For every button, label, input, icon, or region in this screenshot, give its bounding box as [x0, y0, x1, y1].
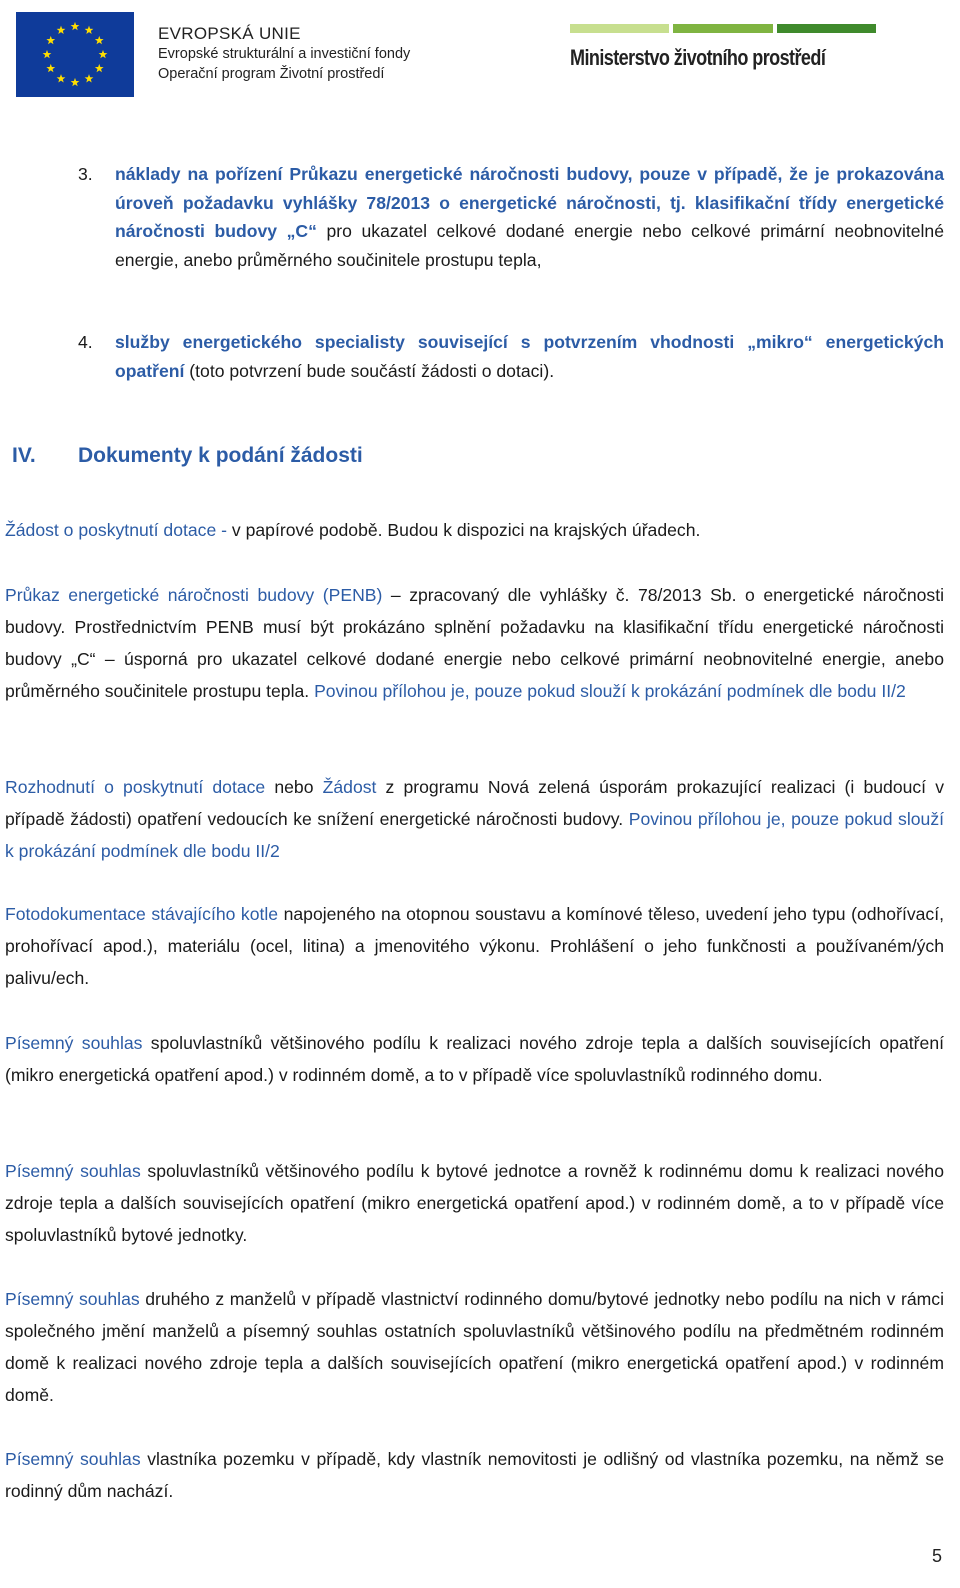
list-item-number: 4.: [78, 332, 93, 352]
paragraph-highlight: Fotodokumentace stávajícího kotle: [5, 904, 279, 924]
paragraph-consent-co-owners-unit: [5, 1155, 944, 1251]
paragraph-text: – zpracovaný dle vyhlášky č. 78/2013 Sb. o energetické náročnosti budovy. Prostřednictvím PENB musí být prokázáno splnění požadavku na klasifikační třídu energetické náročnosti budovy „C“ – úsporná pro ukazatel celkové dodané energie nebo celkové primární neobnovitelné energie, anebo průměrného součinitele prostupu tepla.: [5, 585, 944, 701]
eu-stars-icon: [16, 12, 134, 97]
paragraph-highlight: Písemný souhlas: [5, 1289, 140, 1309]
paragraph-consent-co-owners-house: [5, 1027, 944, 1091]
eu-star-icon: [95, 64, 104, 72]
eu-star-icon: [57, 74, 66, 82]
paragraph-penb: [5, 579, 944, 707]
list-item-4: [78, 328, 944, 385]
ministry-color-bars: [570, 24, 876, 33]
list-item-3: [78, 160, 944, 274]
section-heading: [12, 444, 363, 468]
list-item-highlight: náklady na pořízení Průkazu energetické náročnosti budovy, pouze v případě, že je prokazována úroveň požadavku vyhlášky 78/2013 o energetické náročnosti, tj. klasifikační třídy energetické náročnosti budovy „C“: [115, 164, 944, 241]
eu-line-1: EVROPSKÁ UNIE: [158, 24, 301, 43]
paragraph-note: Povinou přílohou je, pouze pokud slouží k prokázání podmínek dle bodu II/2: [5, 809, 944, 861]
list-item-text: (toto potvrzení bude součástí žádosti o dotaci).: [184, 360, 555, 381]
eu-star-icon: [71, 78, 80, 86]
section-title: Dokumenty k podání žádosti: [78, 444, 363, 467]
list-item-highlight: služby energetického specialisty související s potvrzením vhodnosti „mikro“ energetických opatření: [115, 332, 944, 381]
paragraph-text: spoluvlastníků většinového podílu k bytové jednotce a rovněž k rodinnému domu k realizaci nového zdroje tepla a dalších souvisejících opatření (mikro energetická opatření apod.) v rodinném domě, a to v případě více spoluvlastníků bytové jednotky.: [5, 1161, 944, 1245]
eu-star-icon: [85, 26, 94, 34]
ministry-name: Ministerstvo životního prostředí: [570, 45, 826, 70]
paragraph-text: v papírové podobě. Budou k dispozici na krajských úřadech.: [227, 520, 701, 540]
paragraph-consent-spouse: [5, 1283, 944, 1411]
paragraph-subsidy-decision: [5, 771, 944, 867]
eu-flag-logo: [16, 12, 134, 97]
paragraph-text: vlastníka pozemku v případě, kdy vlastník nemovitosti je odlišný od vlastníka pozemku, na němž se rodinný dům nachází.: [5, 1449, 944, 1501]
list-item-number: 3.: [78, 164, 93, 184]
paragraph-highlight: Rozhodnutí o poskytnutí dotace: [5, 777, 266, 797]
eu-text-block: [158, 24, 410, 84]
eu-star-icon: [57, 26, 66, 34]
paragraph-text-2: z programu Nová zelená úsporám prokazující realizaci (i budoucí v případě žádosti) opatření vedoucích ke snížení energetické náročnosti budovy.: [5, 777, 945, 829]
paragraph-text: nebo: [265, 777, 323, 797]
paragraph-photo-documentation: [5, 898, 944, 994]
eu-star-icon: [46, 36, 55, 44]
eu-star-icon: [71, 22, 80, 30]
eu-star-icon: [85, 74, 94, 82]
eu-star-icon: [46, 64, 55, 72]
section-number: IV.: [12, 444, 36, 467]
paragraph-highlight: Písemný souhlas: [5, 1033, 143, 1053]
paragraph-text: spoluvlastníků většinového podílu k realizaci nového zdroje tepla a dalších souvisejících opatření (mikro energetická opatření apod.) v rodinném domě, a to v případě více spoluvlastníků rodinného domu.: [5, 1033, 944, 1085]
paragraph-application-form: [5, 514, 944, 546]
paragraph-highlight: Žádost o poskytnutí dotace -: [5, 520, 228, 540]
eu-star-icon: [95, 36, 104, 44]
paragraph-note: Povinou přílohou je, pouze pokud slouží k prokázání podmínek dle bodu II/2: [314, 681, 906, 701]
eu-line-2: Evropské strukturální a investiční fondy: [158, 46, 411, 62]
paragraph-text: napojeného na otopnou soustavu a komínové těleso, uvedení jeho typu (odhořívací, prohořívací apod.), materiálu (ocel, litina) a jmenovitého výkonu. Prohlášení o jeho funkčnosti a používaném/ých palivu/ech.: [5, 904, 944, 988]
eu-star-icon: [99, 50, 108, 58]
paragraph-consent-land-owner: [5, 1443, 944, 1507]
paragraph-highlight: Písemný souhlas: [5, 1449, 141, 1469]
page-number: 5: [931, 1546, 942, 1566]
eu-line-3: Operační program Životní prostředí: [158, 66, 385, 82]
eu-star-icon: [43, 50, 52, 58]
ministry-logo: [570, 24, 876, 71]
paragraph-highlight-2: Žádost: [322, 777, 377, 797]
list-item-text: pro ukazatel celkové dodané energie nebo celkové primární neobnovitelné energie, anebo průměrného součinitele prostupu tepla,: [115, 221, 945, 270]
paragraph-highlight: Písemný souhlas: [5, 1161, 141, 1181]
paragraph-highlight: Průkaz energetické náročnosti budovy (PENB): [5, 585, 383, 605]
paragraph-text: druhého z manželů v případě vlastnictví rodinného domu/bytové jednotky nebo podílu na nich v rámci společného jmění manželů a písemný souhlas ostatních spoluvlastníků většinového podílu na předmětném rodinném domě k realizaci nového zdroje tepla a dalších souvisejících opatření (mikro energetická opatření apod.) v rodinném domě.: [5, 1289, 944, 1405]
